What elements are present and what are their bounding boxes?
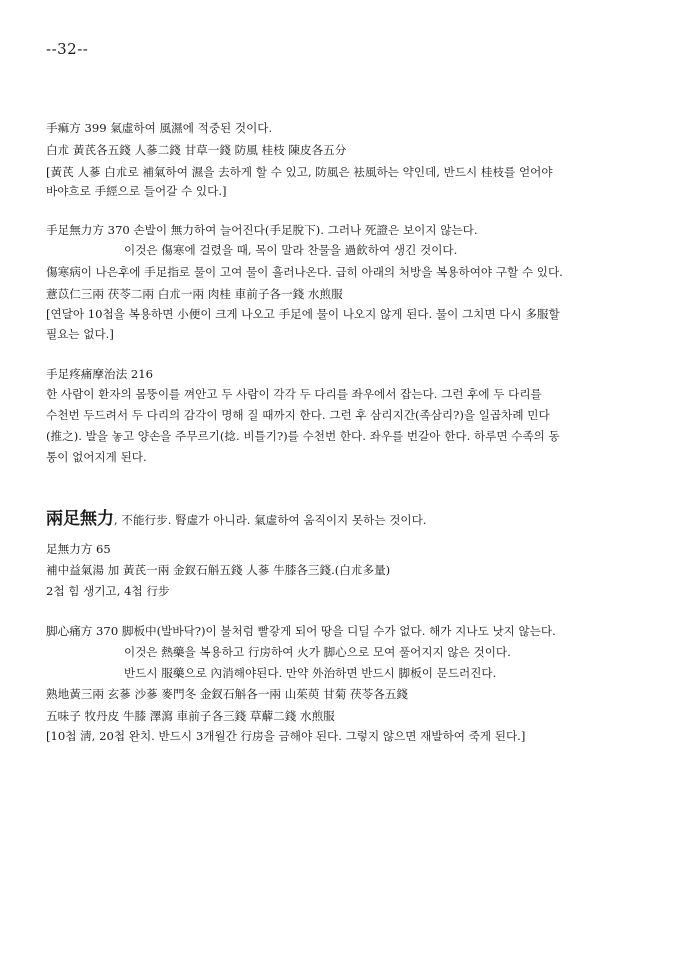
text-line: 足無力方 65	[46, 542, 111, 556]
text-line: 2첩 힘 생기고, 4첩 行步	[46, 584, 170, 598]
section-heading-description: , 不能行步. 腎虛가 아니라. 氣虛하여 움직이지 못하는 것이다.	[114, 513, 427, 527]
text-line: 이것은 熱藥을 복용하고 行房하여 火가 脚心으로 모여 풀어지지 않은 것이다.	[124, 645, 511, 659]
text-line: 반드시 服藥으로 內消해야된다. 만약 外治하면 반드시 脚板이 문드러진다.	[124, 666, 497, 680]
text-line: (推之). 발을 놓고 양손을 주무르기(捻. 비틀기?)를 수천번 한다. 좌우를 번갈아 한다. 하루면 수족의 동	[46, 429, 560, 443]
text-line: 바야흐로 手經으로 들어갈 수 있다.]	[46, 184, 227, 198]
text-line: 手痲方 399 氣虛하여 風濕에 적중된 것이다.	[46, 121, 273, 135]
text-line: 白朮 黃芪各五錢 人蔘二錢 甘草一錢 防風 桂枝 陳皮各五分	[46, 143, 347, 157]
text-line: 手足無力方 370 손발이 無力하여 늘어진다(手足脫下). 그러나 死證은 보이지 않는다.	[46, 223, 478, 237]
text-line: 이것은 傷寒에 걸렸을 때, 목이 말라 찬물을 過飮하여 생긴 것이다.	[124, 243, 458, 257]
section-heading: 兩足無力	[46, 509, 114, 529]
text-line: 熟地黃三兩 玄蔘 沙蔘 麥門冬 金釵石斛各一兩 山茱萸 甘菊 茯苓各五錢	[46, 687, 409, 701]
text-line: [연달아 10첩을 복용하면 小便이 크게 나오고 手足에 물이 나오지 않게 된다. 물이 그치면 다시 多服할	[46, 307, 560, 321]
text-line: 手足疼痛摩治法 216	[46, 367, 153, 381]
text-line: 脚心痛方 370 脚板中(발바닥?)이 불처럼 빨갛게 되어 땅을 디딜 수가 없다. 해가 지나도 낫지 않는다.	[46, 624, 556, 638]
text-line: 수천번 두드려서 두 다리의 감각이 명해 질 때까지 한다. 그런 후 삼리지간(족삼리?)을 일곱차례 민다	[46, 408, 550, 422]
text-line: [黃芪 人蔘 白朮로 補氣하여 濕을 去하게 할 수 있고, 防風은 袪風하는 약인데, 반드시 桂枝를 얻어야	[46, 165, 553, 179]
page-number: --32--	[46, 40, 89, 58]
text-line: 필요는 없다.]	[46, 327, 114, 341]
text-line: 한 사람이 환자의 몸뚱이를 껴안고 두 사람이 각각 두 다리를 좌우에서 잡는다. 그런 후에 두 다리를	[46, 387, 542, 401]
text-line: 薏苡仁三兩 茯苓二兩 白朮一兩 肉桂 車前子各一錢 水煎服	[46, 287, 343, 301]
text-line: [10첩 淸, 20첩 완치. 반드시 3개월간 行房을 금해야 된다. 그렇지 않으면 재발하여 죽게 된다.]	[46, 729, 526, 743]
section-heading-line	[46, 511, 426, 528]
text-line: 五味子 牧丹皮 牛膝 澤瀉 車前子各三錢 草薢二錢 水煎服	[46, 709, 335, 723]
text-line: 통이 없어지게 된다.	[46, 450, 147, 464]
text-line: 補中益氣湯 加 黃芪一兩 金釵石斛五錢 人蔘 牛膝各三錢.(白朮多量)	[46, 563, 391, 577]
text-line: 傷寒病이 나은후에 手足指로 물이 고여 물이 흘러나온다. 급히 아래의 처방을 복용하여야 구할 수 있다.	[46, 265, 563, 279]
